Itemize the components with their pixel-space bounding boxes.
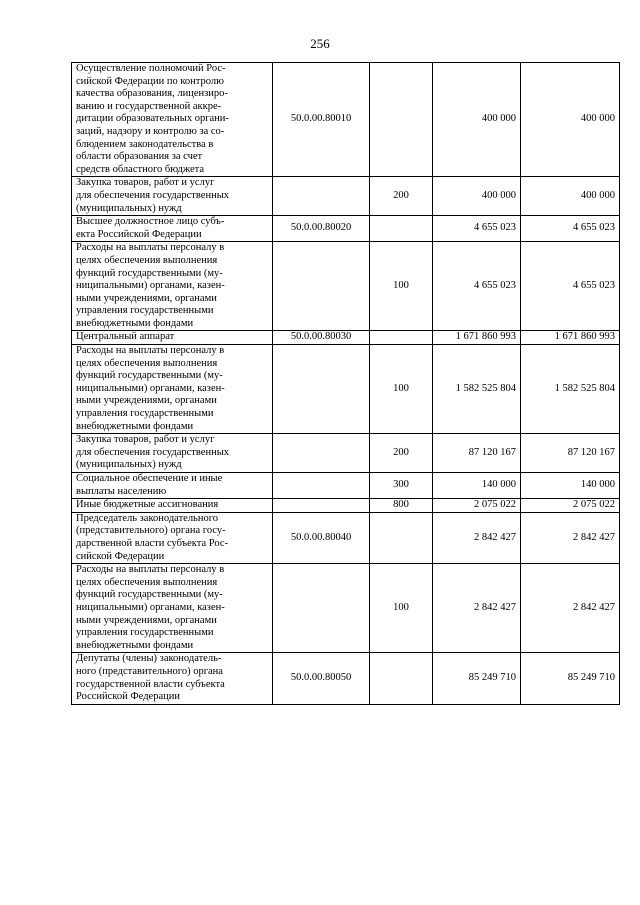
- amount-year-1: 400 000: [433, 63, 521, 177]
- expense-type-code: [370, 653, 433, 704]
- table-row: [72, 63, 620, 177]
- table-row: [72, 564, 620, 653]
- expense-type-code: [370, 216, 433, 242]
- expense-type-code: 200: [370, 177, 433, 216]
- amount-year-1: 4 655 023: [433, 242, 521, 331]
- target-article-code: [273, 564, 370, 653]
- expense-type-code: 100: [370, 345, 433, 434]
- amount-year-2: 1 582 525 804: [521, 345, 620, 434]
- expense-type-code: [370, 331, 433, 345]
- row-description: Осуществление полномочий Рос- сийской Федерации по контролю качества образования, лицензиро- ванию и государственной аккре- дитации образовательных органи- заций, надзору и контролю за со- блюдением законодательства в области образования за счет средств областного бюджета: [72, 63, 273, 177]
- target-article-code: [273, 434, 370, 473]
- target-article-code: [273, 499, 370, 513]
- row-description: Высшее должностное лицо субъ- екта Российской Федерации: [72, 216, 273, 242]
- expense-type-code: 200: [370, 434, 433, 473]
- budget-table: [71, 62, 620, 705]
- row-description: Закупка товаров, работ и услуг для обеспечения государственных (муниципальных) нужд: [72, 434, 273, 473]
- page-number: 256: [310, 36, 330, 51]
- table-row: [72, 331, 620, 345]
- row-description: Расходы на выплаты персоналу в целях обеспечения выполнения функций государственными (му- ниципальными) органами, казен- ными учреждениями, органами управления государственными внебюджетными фондами: [72, 345, 273, 434]
- amount-year-1: 1 671 860 993: [433, 331, 521, 345]
- amount-year-1: 4 655 023: [433, 216, 521, 242]
- amount-year-2: 87 120 167: [521, 434, 620, 473]
- budget-table-body: [72, 63, 620, 705]
- expense-type-code: 300: [370, 473, 433, 499]
- amount-year-1: 1 582 525 804: [433, 345, 521, 434]
- target-article-code: 50.0.00.80030: [273, 331, 370, 345]
- amount-year-1: 2 842 427: [433, 564, 521, 653]
- amount-year-2: 400 000: [521, 63, 620, 177]
- row-description: Закупка товаров, работ и услуг для обеспечения государственных (муниципальных) нужд: [72, 177, 273, 216]
- amount-year-2: 85 249 710: [521, 653, 620, 704]
- table-row: [72, 499, 620, 513]
- amount-year-2: 2 842 427: [521, 512, 620, 563]
- amount-year-2: 4 655 023: [521, 216, 620, 242]
- amount-year-2: 4 655 023: [521, 242, 620, 331]
- expense-type-code: 800: [370, 499, 433, 513]
- expense-type-code: 100: [370, 564, 433, 653]
- expense-type-code: [370, 512, 433, 563]
- amount-year-1: 400 000: [433, 177, 521, 216]
- table-row: [72, 653, 620, 704]
- row-description: Депутаты (члены) законодатель- ного (представительного) органа государственной власти субъекта Российской Федерации: [72, 653, 273, 704]
- table-row: [72, 216, 620, 242]
- amount-year-2: 2 842 427: [521, 564, 620, 653]
- amount-year-2: 400 000: [521, 177, 620, 216]
- row-description: Социальное обеспечение и иные выплаты населению: [72, 473, 273, 499]
- table-row: [72, 473, 620, 499]
- table-row: [72, 434, 620, 473]
- table-row: [72, 242, 620, 331]
- target-article-code: 50.0.00.80010: [273, 63, 370, 177]
- row-description: Председатель законодательного (представительного) органа госу- дарственной власти субъекта Рос- сийской Федерации: [72, 512, 273, 563]
- table-row: [72, 177, 620, 216]
- amount-year-2: 2 075 022: [521, 499, 620, 513]
- target-article-code: [273, 345, 370, 434]
- row-description: Иные бюджетные ассигнования: [72, 499, 273, 513]
- amount-year-1: 87 120 167: [433, 434, 521, 473]
- target-article-code: 50.0.00.80040: [273, 512, 370, 563]
- target-article-code: [273, 177, 370, 216]
- row-description: Центральный аппарат: [72, 331, 273, 345]
- amount-year-2: 1 671 860 993: [521, 331, 620, 345]
- target-article-code: 50.0.00.80020: [273, 216, 370, 242]
- amount-year-2: 140 000: [521, 473, 620, 499]
- expense-type-code: 100: [370, 242, 433, 331]
- amount-year-1: 2 075 022: [433, 499, 521, 513]
- table-row: [72, 345, 620, 434]
- table-row: [72, 512, 620, 563]
- row-description: Расходы на выплаты персоналу в целях обеспечения выполнения функций государственными (му- ниципальными) органами, казен- ными учреждениями, органами управления государственными внебюджетными фондами: [72, 242, 273, 331]
- amount-year-1: 2 842 427: [433, 512, 521, 563]
- target-article-code: 50.0.00.80050: [273, 653, 370, 704]
- expense-type-code: [370, 63, 433, 177]
- amount-year-1: 140 000: [433, 473, 521, 499]
- amount-year-1: 85 249 710: [433, 653, 521, 704]
- row-description: Расходы на выплаты персоналу в целях обеспечения выполнения функций государственными (му- ниципальными) органами, казен- ными учреждениями, органами управления государственными внебюджетными фондами: [72, 564, 273, 653]
- target-article-code: [273, 242, 370, 331]
- target-article-code: [273, 473, 370, 499]
